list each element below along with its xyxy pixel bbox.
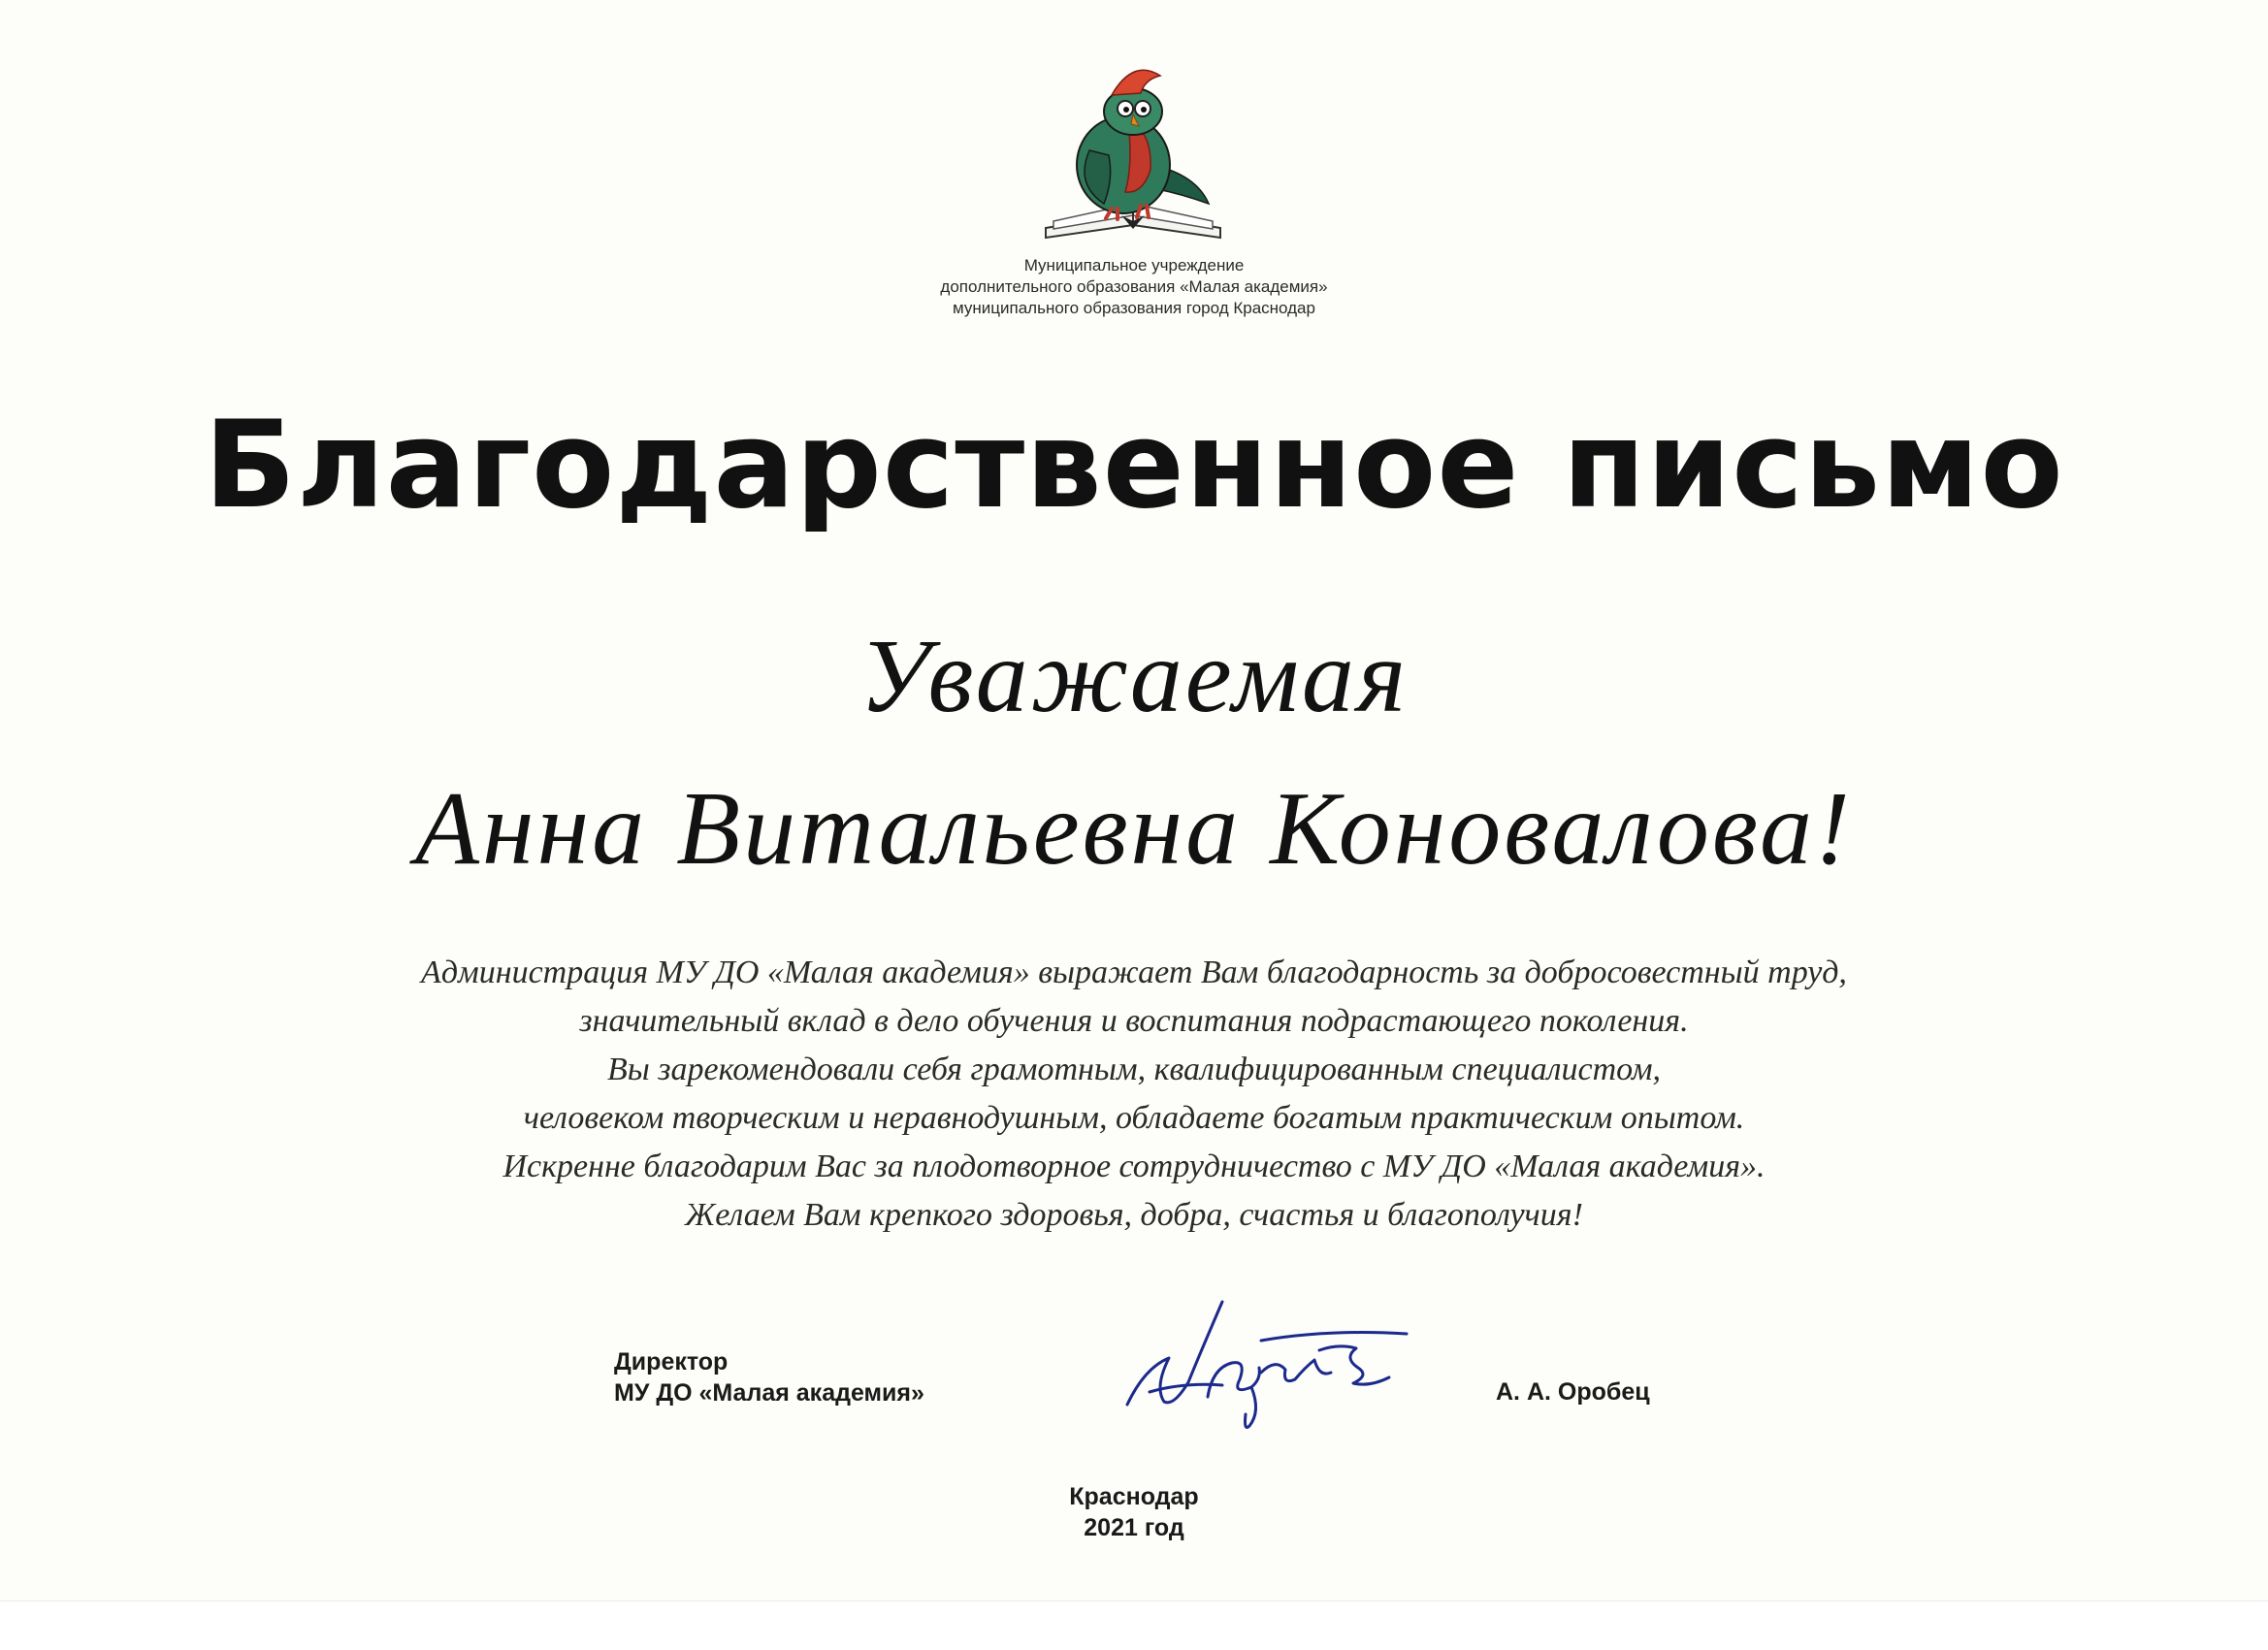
organization-name [843, 255, 1425, 319]
recipient-name: Анна Витальевна Коновалова! [415, 771, 1853, 887]
body-line: Администрация МУ ДО «Малая академия» выражает Вам благодарность за добросовестный труд, [421, 954, 1847, 990]
body-line: Вы зарекомендовали себя грамотным, квалифицированным специалистом, [606, 1051, 1662, 1087]
footer [0, 1481, 2268, 1543]
organization-line: дополнительного образования «Малая академия» [940, 277, 1328, 296]
organization-line: муниципального образования город Краснодар [953, 299, 1315, 317]
owl-logo-icon [1036, 58, 1230, 247]
footer-year: 2021 год [1084, 1514, 1184, 1541]
page-bottom-strip [0, 1601, 2268, 1650]
organization-line: Муниципальное учреждение [1023, 256, 1245, 275]
body-line: Желаем Вам крепкого здоровья, добра, счастья и благополучия! [685, 1197, 1583, 1233]
signatory-name: А. А. Оробец [1496, 1378, 1650, 1406]
body-line: значительный вклад в дело обучения и воспитания подрастающего поколения. [579, 1003, 1689, 1039]
letter-body [0, 949, 2268, 1240]
footer-city: Краснодар [1069, 1483, 1199, 1510]
document-title: Благодарственное письмо [204, 396, 2064, 535]
position-title: Директор [614, 1348, 729, 1375]
signature-icon [1116, 1290, 1436, 1436]
body-line: Искренне благодарим Вас за плодотворное сотрудничество с МУ ДО «Малая академия». [502, 1149, 1766, 1184]
body-line: человеком творческим и неравнодушным, обладаете богатым практическим опытом. [523, 1100, 1745, 1136]
position-organization: МУ ДО «Малая академия» [614, 1379, 924, 1407]
salutation: Уважаемая [859, 619, 1409, 734]
signatory-position [614, 1346, 924, 1408]
